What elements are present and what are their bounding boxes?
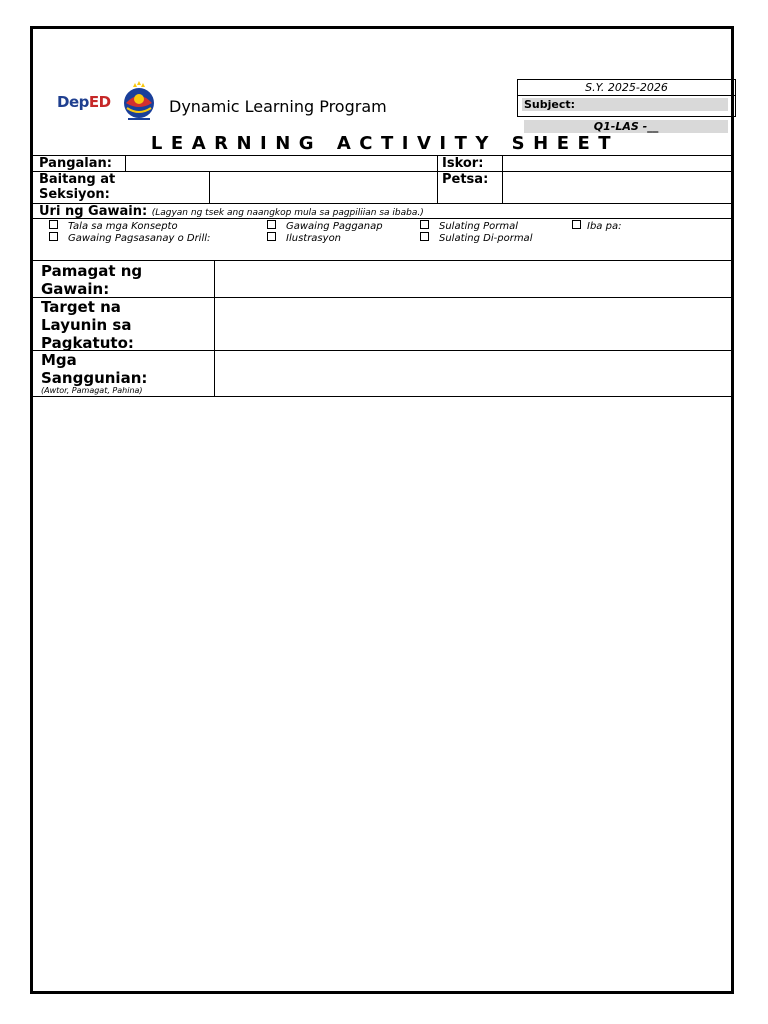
option-ilustrasyon[interactable]: Ilustrasyon (267, 232, 341, 245)
option-sulating-di-pormal[interactable]: Sulating Di-pormal (420, 232, 532, 245)
checkbox[interactable] (572, 220, 581, 229)
checkbox[interactable] (267, 220, 276, 229)
target-label: Target na Layunin sa Pagkatuto: (41, 298, 134, 352)
reference-note: (Awtor, Pamagat, Pahina) (41, 386, 143, 395)
uri-ng-gawain-label: Uri ng Gawain: (39, 204, 148, 219)
activity-content-area[interactable] (33, 397, 731, 991)
bagong-pilipinas-logo (119, 81, 159, 121)
school-year: S.Y. 2025-2026 (518, 80, 735, 96)
learning-activity-sheet-page (30, 26, 734, 994)
checkbox[interactable] (420, 220, 429, 229)
checkbox[interactable] (49, 220, 58, 229)
option-iba-pa[interactable]: Iba pa: (572, 220, 621, 233)
pamagat-label: Pamagat ng Gawain: (41, 262, 143, 298)
school-year-subject-box (517, 79, 736, 117)
uri-ng-gawain-note: (Lagyan ng tsek ang naangkop mula sa pagpiliian sa ibaba.) (151, 208, 424, 218)
option-tala-sa-mga-konsepto[interactable]: Tala sa mga Konsepto (49, 220, 178, 233)
seksiyon-label: Seksiyon: (39, 187, 110, 202)
pangalan-field[interactable] (126, 156, 437, 171)
iskor-label: Iskor: (442, 156, 484, 171)
program-title: Dynamic Learning Program (169, 97, 387, 116)
option-sulating-pormal[interactable]: Sulating Pormal (420, 220, 518, 233)
uri-ng-gawain-row (39, 204, 424, 221)
option-gawaing-pagsasanay[interactable]: Gawaing Pagsasanay o Drill: (49, 232, 210, 245)
sanggunian-field[interactable] (215, 351, 734, 396)
petsa-label: Petsa: (442, 172, 489, 187)
checkbox[interactable] (49, 232, 58, 241)
target-field[interactable] (215, 298, 734, 350)
baitang-label: Baitang at (39, 172, 116, 187)
pamagat-field[interactable] (215, 261, 734, 297)
checkbox[interactable] (420, 232, 429, 241)
subject-field[interactable]: Subject: (522, 98, 728, 111)
baitang-seksiyon-field[interactable] (210, 172, 437, 203)
sheet-title: LEARNING ACTIVITY SHEET (150, 133, 620, 154)
checkbox[interactable] (267, 232, 276, 241)
deped-logo: DepED (57, 93, 111, 111)
petsa-field[interactable] (503, 172, 734, 203)
las-code: Q1-LAS -__ (524, 120, 728, 133)
pangalan-label: Pangalan: (39, 156, 112, 171)
option-gawaing-pagganap[interactable]: Gawaing Pagganap (267, 220, 383, 233)
sanggunian-label: Mga Sanggunian: (41, 351, 148, 387)
grid-line (437, 156, 438, 203)
iskor-field[interactable] (503, 156, 734, 171)
